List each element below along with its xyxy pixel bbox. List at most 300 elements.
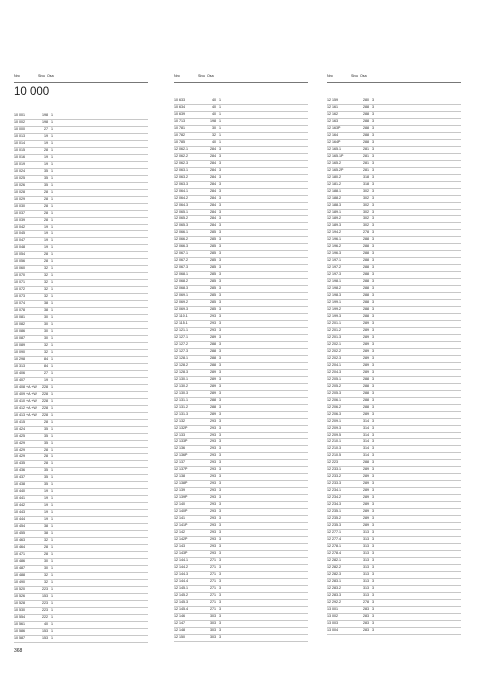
table-row	[14, 127, 148, 134]
table-row	[327, 112, 461, 119]
item-number: 12 069.1	[174, 293, 188, 298]
table-row	[327, 168, 461, 175]
item-number: 10 071	[14, 280, 25, 285]
table-row	[327, 398, 461, 405]
item-number: 12 136P	[174, 453, 188, 458]
table-row	[327, 593, 461, 600]
table-row	[174, 370, 308, 377]
table-row	[327, 216, 461, 223]
item-part: 1	[51, 133, 53, 138]
item-number: 10 429	[14, 447, 25, 452]
item-page: 285	[210, 286, 216, 291]
item-number: 12 062.2	[174, 153, 188, 158]
item-part: 1	[51, 280, 53, 285]
table-row	[174, 453, 308, 460]
item-number: 10 528	[14, 600, 25, 605]
item-number: 12 197.1	[327, 258, 341, 263]
item-number: 10 424	[14, 426, 25, 431]
item-number: 12 198.3	[327, 293, 341, 298]
table-row	[174, 230, 308, 237]
item-number: 12 210.5	[327, 453, 341, 458]
item-number: 10 313	[14, 363, 25, 368]
item-number: 12 066.3	[174, 244, 188, 249]
item-number: 10 526	[14, 593, 25, 598]
item-page: 289	[210, 369, 216, 374]
item-page: 313	[363, 592, 369, 597]
table-row	[174, 419, 308, 426]
item-page: 288	[210, 341, 216, 346]
item-page: 223	[42, 586, 48, 591]
item-part: 3	[372, 564, 374, 569]
item-page: 288	[363, 125, 369, 130]
item-part: 1	[51, 294, 53, 299]
table-row	[14, 280, 148, 287]
table-row	[174, 467, 308, 474]
header-sivu: Sivu	[38, 74, 45, 78]
table-row	[14, 336, 148, 343]
item-page: 35	[44, 468, 48, 473]
item-part: 1	[51, 231, 53, 236]
item-page: 280	[363, 98, 369, 102]
item-part: 3	[219, 411, 221, 416]
table-row	[174, 551, 308, 558]
table-row	[174, 237, 308, 244]
table-row	[14, 545, 148, 552]
item-number: 12 205.1	[327, 376, 341, 381]
table-row	[174, 342, 308, 349]
table-row	[327, 537, 461, 544]
item-number: 12 199.3	[327, 314, 341, 319]
item-page: 284	[210, 146, 216, 151]
item-part: 3	[372, 160, 374, 165]
header-osa: Osa	[207, 74, 214, 78]
item-number: 10 015	[14, 147, 25, 152]
item-page: 19	[44, 489, 48, 494]
item-number: 10 406	[14, 370, 25, 375]
item-page: 293	[210, 537, 216, 542]
item-part: 1	[51, 531, 53, 536]
item-number: 12 064.3	[174, 202, 188, 207]
item-page: 313	[363, 585, 369, 590]
table-row	[327, 586, 461, 593]
item-page: 293	[210, 460, 216, 465]
table-row	[14, 204, 148, 211]
item-page: 289	[363, 369, 369, 374]
item-page: 198	[42, 119, 48, 124]
item-number: 12 189.2	[327, 216, 341, 221]
table-row	[327, 607, 461, 614]
item-number: 10 586	[14, 628, 25, 633]
item-page: 28	[44, 189, 48, 194]
item-part: 3	[372, 613, 374, 618]
item-page: 19	[44, 161, 48, 166]
item-page: 198	[42, 113, 48, 117]
table-row	[174, 98, 308, 105]
item-part: 1	[51, 349, 53, 354]
item-part: 3	[372, 369, 374, 374]
item-number: 12 066.2	[174, 237, 188, 242]
item-page: 293	[210, 467, 216, 472]
table-row	[174, 223, 308, 230]
item-page: 289	[363, 523, 369, 528]
item-number: 10 415	[14, 419, 25, 424]
item-page: 289	[210, 411, 216, 416]
table-row	[327, 300, 461, 307]
item-number: 12 065.3	[174, 223, 188, 228]
item-number: 10 782	[174, 132, 185, 137]
item-page: 30	[44, 336, 48, 340]
item-part: 1	[51, 119, 53, 124]
table-row	[174, 433, 308, 440]
item-part: 3	[372, 209, 374, 214]
item-part: 3	[219, 627, 221, 632]
item-part: 1	[51, 600, 53, 605]
item-part: 3	[372, 599, 374, 604]
item-number: 12 180.2	[327, 174, 341, 179]
table-row	[327, 98, 461, 105]
table-row	[14, 211, 148, 218]
item-part: 3	[372, 418, 374, 423]
item-number: 10 060	[14, 266, 25, 271]
header-nro: Nro	[174, 74, 180, 78]
item-number: 12 140	[174, 502, 185, 507]
table-row	[174, 258, 308, 265]
item-part: 3	[372, 530, 374, 535]
item-number: 12 144.3	[174, 571, 188, 576]
item-number: 12 198.2	[327, 286, 341, 291]
item-page: 281	[363, 146, 369, 151]
item-number: 12 278.1	[327, 544, 341, 548]
item-number: 12 235.3	[327, 523, 341, 528]
table-row	[14, 176, 148, 183]
item-number: 12 278.4	[327, 550, 341, 555]
item-part: 3	[372, 327, 374, 332]
table-row	[14, 350, 148, 357]
item-part: 3	[219, 348, 221, 353]
item-part: 1	[51, 154, 53, 159]
item-part: 3	[372, 307, 374, 312]
item-part: 3	[219, 153, 221, 158]
item-page: 284	[210, 167, 216, 172]
item-part: 3	[372, 425, 374, 430]
item-part: 3	[372, 223, 374, 228]
item-number: 12 062.3	[174, 160, 188, 165]
item-page: 288	[363, 244, 369, 249]
table-row	[174, 161, 308, 168]
item-part: 3	[372, 334, 374, 339]
item-page: 35	[44, 426, 48, 431]
item-number: 10 440	[14, 489, 25, 494]
table-row	[327, 614, 461, 621]
table-row	[327, 279, 461, 286]
table-row	[327, 446, 461, 453]
item-number: 12 199.1	[327, 300, 341, 305]
table-row	[174, 216, 308, 223]
item-number: 10 438	[14, 482, 25, 487]
table-row	[174, 175, 308, 182]
table-row	[14, 475, 148, 482]
item-part: 3	[219, 223, 221, 228]
item-part: 3	[372, 606, 374, 611]
item-part: 3	[219, 544, 221, 548]
table-row	[174, 349, 308, 356]
item-number: 12 209.3	[327, 425, 341, 430]
item-page: 32	[44, 572, 48, 577]
item-number: 10 081	[14, 315, 25, 320]
item-page: 30	[44, 315, 48, 320]
item-number: 12 189.1	[327, 209, 341, 214]
item-number: 12 147	[174, 620, 185, 625]
table-row	[174, 133, 308, 140]
item-page: 285	[210, 272, 216, 277]
item-number: 12 165.1	[327, 146, 341, 151]
table-row	[174, 203, 308, 210]
item-part: 3	[372, 557, 374, 562]
item-part: 3	[219, 174, 221, 179]
item-number: 12 198.1	[327, 279, 341, 284]
table-row	[14, 615, 148, 622]
table-row	[174, 126, 308, 133]
table-row	[327, 516, 461, 523]
item-page: 19	[44, 377, 48, 382]
item-number: 10 487	[14, 565, 25, 570]
item-number: 12 194.2	[327, 230, 341, 235]
item-number: 10 016	[14, 154, 25, 159]
item-page: 285	[210, 279, 216, 284]
header-sivu: Sivu	[351, 74, 358, 78]
item-part: 1	[51, 224, 53, 229]
item-page: 293	[210, 481, 216, 486]
item-part: 1	[51, 398, 53, 403]
table-row	[174, 530, 308, 537]
column-header-2	[174, 70, 308, 83]
item-page: 271	[210, 578, 216, 583]
table-row	[174, 168, 308, 175]
item-part: 3	[372, 481, 374, 486]
item-page: 293	[210, 516, 216, 521]
item-page: 32	[44, 266, 48, 271]
item-part: 3	[372, 132, 374, 137]
table-row	[327, 426, 461, 433]
item-number: 12 148	[174, 627, 185, 632]
table-row	[174, 363, 308, 370]
item-page: 293	[210, 495, 216, 500]
table-row	[14, 489, 148, 496]
item-page: 32	[44, 349, 48, 354]
item-number: 10 488	[14, 572, 25, 577]
table-row	[327, 342, 461, 349]
item-number: 10 554	[14, 614, 25, 619]
item-page: 30	[44, 329, 48, 334]
item-number: 10 042	[14, 224, 25, 229]
table-row	[174, 412, 308, 419]
item-number: 12 068.3	[174, 286, 188, 291]
item-page: 289	[363, 474, 369, 479]
item-part: 3	[372, 432, 374, 437]
item-page: 288	[210, 404, 216, 409]
item-number: 12 210.3	[327, 446, 341, 451]
item-part: 3	[372, 362, 374, 367]
item-part: 3	[372, 286, 374, 291]
item-part: 1	[51, 168, 53, 173]
item-part: 1	[51, 384, 53, 389]
item-part: 3	[219, 599, 221, 604]
item-part: 1	[51, 301, 53, 306]
item-page: 281	[363, 167, 369, 172]
item-part: 3	[372, 397, 374, 402]
item-page: 289	[363, 467, 369, 472]
item-page: 19	[44, 133, 48, 138]
item-page: 32	[44, 342, 48, 347]
item-part: 3	[372, 474, 374, 479]
table-row	[14, 378, 148, 385]
item-page: 35	[44, 182, 48, 187]
item-part: 3	[372, 627, 374, 632]
item-page: 293	[210, 544, 216, 548]
item-part: 1	[51, 140, 53, 145]
item-part: 3	[219, 397, 221, 402]
item-part: 3	[372, 585, 374, 590]
table-row	[174, 251, 308, 258]
item-part: 3	[372, 251, 374, 256]
table-row	[327, 210, 461, 217]
item-page: 284	[210, 209, 216, 214]
table-row	[174, 523, 308, 530]
item-page: 278	[363, 230, 369, 235]
item-page: 284	[210, 202, 216, 207]
table-row	[174, 614, 308, 621]
item-part: 3	[219, 404, 221, 409]
item-part: 3	[219, 355, 221, 360]
item-number: 10 025	[14, 175, 25, 180]
table-row	[327, 307, 461, 314]
table-row	[174, 210, 308, 217]
table-row	[327, 314, 461, 321]
table-row	[14, 162, 148, 169]
item-page: 289	[210, 334, 216, 339]
item-number: 12 130.2	[174, 383, 188, 388]
table-row	[327, 335, 461, 342]
table-row	[327, 349, 461, 356]
item-part: 1	[219, 118, 221, 123]
table-row	[174, 481, 308, 488]
table-row	[327, 147, 461, 154]
item-page: 293	[210, 509, 216, 514]
item-number: 12 164P	[327, 139, 341, 144]
item-part: 3	[219, 509, 221, 514]
item-number: 12 202.3	[327, 355, 341, 360]
item-page: 30	[212, 125, 216, 130]
item-number: 12 063.3	[174, 181, 188, 186]
table-row	[174, 586, 308, 593]
item-number: 12 161	[327, 104, 338, 109]
item-page: 19	[44, 231, 48, 236]
item-number: 13 002	[327, 613, 338, 618]
item-number: 12 145.3	[174, 599, 188, 604]
item-number: 12 127.2	[174, 341, 188, 346]
item-number: 10 781	[174, 125, 185, 130]
item-part: 1	[51, 510, 53, 515]
item-part: 1	[51, 482, 53, 487]
item-page: 288	[363, 293, 369, 298]
item-page: 288	[363, 139, 369, 144]
item-page: 228	[42, 405, 48, 410]
item-part: 1	[51, 621, 53, 626]
item-number: 12 131.1	[174, 397, 188, 402]
item-page: 293	[210, 321, 216, 325]
table-row	[327, 140, 461, 147]
table-row	[174, 537, 308, 544]
item-number: 10 435	[14, 461, 25, 466]
table-row	[14, 524, 148, 531]
table-row	[327, 391, 461, 398]
item-part: 3	[219, 550, 221, 555]
item-number: 10 464	[14, 545, 25, 550]
item-part: 1	[51, 329, 53, 334]
item-number: 13 001	[327, 606, 338, 611]
table-row	[14, 441, 148, 448]
item-page: 228	[42, 391, 48, 396]
item-number: 12 145.1	[174, 585, 188, 590]
item-part: 1	[51, 161, 53, 166]
table-row	[174, 196, 308, 203]
table-row	[14, 315, 148, 322]
table-row	[327, 244, 461, 251]
item-number: 12 068.2	[174, 279, 188, 284]
item-number: 10 441	[14, 496, 25, 501]
item-part: 3	[219, 244, 221, 249]
item-part: 3	[372, 314, 374, 319]
item-number: 12 069.3	[174, 307, 188, 312]
item-page: 40	[212, 111, 216, 116]
table-row	[327, 293, 461, 300]
item-part: 3	[219, 321, 221, 325]
item-page: 285	[210, 293, 216, 298]
table-row	[14, 636, 148, 643]
item-number: 10 436	[14, 468, 25, 473]
table-row	[327, 488, 461, 495]
item-part: 1	[51, 412, 53, 417]
item-page: 288	[363, 237, 369, 242]
item-number: 12 202.2	[327, 348, 341, 353]
item-page: 223	[42, 600, 48, 605]
item-number: 10 024	[14, 168, 25, 173]
table-row	[174, 112, 308, 119]
item-number: 12 223	[327, 460, 338, 465]
item-page: 293	[210, 418, 216, 423]
item-number: 12 235.1	[327, 509, 341, 514]
item-page: 30	[44, 559, 48, 563]
table-row	[174, 439, 308, 446]
item-part: 1	[51, 336, 53, 340]
item-part: 3	[372, 550, 374, 555]
item-part: 3	[219, 181, 221, 186]
item-part: 1	[219, 139, 221, 144]
item-number: 10 089	[14, 342, 25, 347]
table-row	[174, 279, 308, 286]
item-number: 12 145.2	[174, 592, 188, 597]
item-number: 12 206.3	[327, 411, 341, 416]
item-page: 288	[363, 300, 369, 305]
item-page: 293	[210, 550, 216, 555]
item-page: 288	[363, 251, 369, 256]
table-row	[14, 287, 148, 294]
item-number: 10 037	[14, 210, 25, 215]
item-page: 285	[210, 244, 216, 249]
item-number: 12 127.1	[174, 334, 188, 339]
table-row	[14, 343, 148, 350]
item-number: 10 444	[14, 517, 25, 522]
